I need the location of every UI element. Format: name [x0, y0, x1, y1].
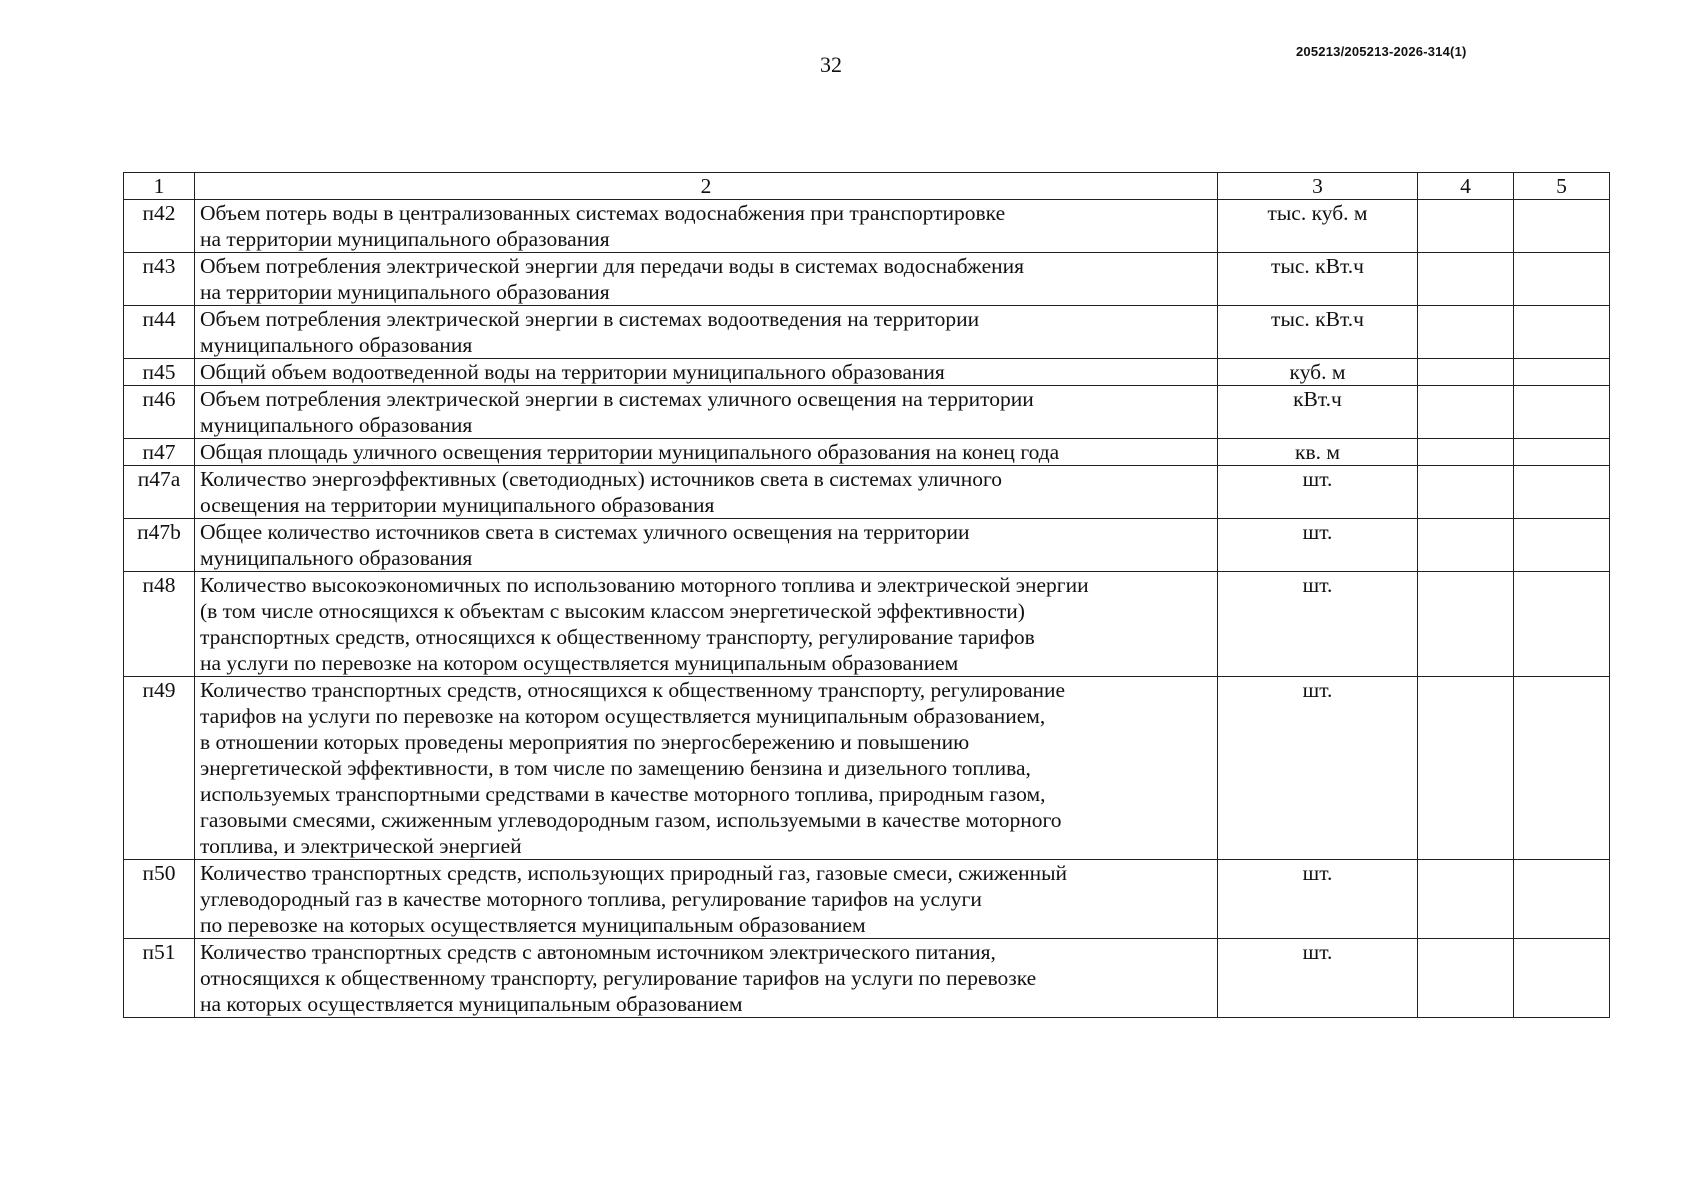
- description-line: Объем потребления электрической энергии в системах уличного освещения на территории: [200, 387, 1034, 411]
- indicator-description: [195, 860, 1218, 939]
- value-col-4: [1418, 439, 1514, 466]
- indicator-code: п48: [124, 572, 195, 677]
- value-col-5: [1514, 677, 1610, 860]
- table-row: [124, 677, 1610, 860]
- indicator-unit: кВт.ч: [1218, 386, 1418, 439]
- value-col-5: [1514, 359, 1610, 386]
- value-col-5: [1514, 572, 1610, 677]
- description-line: относящихся к общественному транспорту, регулирование тарифов на услуги по перевозке: [200, 966, 1037, 990]
- indicator-description: [195, 386, 1218, 439]
- value-col-4: [1418, 359, 1514, 386]
- indicator-code: п47a: [124, 466, 195, 519]
- description-line: Общее количество источников света в системах уличного освещения на территории: [200, 520, 970, 544]
- description-line: используемых транспортными средствами в качестве моторного топлива, природным газом,: [200, 782, 1046, 806]
- description-line: углеводородный газ в качестве моторного топлива, регулирование тарифов на услуги: [200, 887, 982, 911]
- description-line: Объем потребления электрической энергии в системах водоотведения на территории: [200, 307, 980, 331]
- indicator-code: п42: [124, 200, 195, 253]
- table-row: [124, 860, 1610, 939]
- indicator-unit: тыс. кВт.ч: [1218, 253, 1418, 306]
- value-col-5: [1514, 306, 1610, 359]
- value-col-4: [1418, 386, 1514, 439]
- description-line: на территории муниципального образования: [200, 227, 610, 251]
- table-row: [124, 439, 1610, 466]
- value-col-5: [1514, 939, 1610, 1018]
- description-line: энергетической эффективности, в том числе по замещению бензина и дизельного топлива,: [200, 756, 1031, 780]
- description-line: на услуги по перевозке на котором осуществляется муниципальным образованием: [200, 651, 959, 675]
- indicators-table: [123, 172, 1610, 1018]
- indicator-description: [195, 519, 1218, 572]
- indicator-code: п50: [124, 860, 195, 939]
- table-row: [124, 572, 1610, 677]
- indicator-code: п47: [124, 439, 195, 466]
- value-col-4: [1418, 677, 1514, 860]
- page-number: 32: [820, 52, 842, 77]
- indicator-description: [195, 439, 1218, 466]
- indicator-unit: шт.: [1218, 677, 1418, 860]
- value-col-4: [1418, 572, 1514, 677]
- indicator-unit: шт.: [1218, 939, 1418, 1018]
- indicator-description: [195, 359, 1218, 386]
- document-id: 205213/205213-2026-314(1): [1296, 44, 1467, 59]
- description-line: газовыми смесями, сжиженным углеводородным газом, используемыми в качестве моторного: [200, 808, 1062, 832]
- indicator-description: [195, 200, 1218, 253]
- table-row: [124, 200, 1610, 253]
- header-col-4: 4: [1418, 173, 1514, 200]
- description-line: Объем потерь воды в централизованных системах водоснабжения при транспортировке: [200, 201, 1006, 225]
- value-col-4: [1418, 939, 1514, 1018]
- description-line: тарифов на услуги по перевозке на котором осуществляется муниципальным образованием,: [200, 704, 1046, 728]
- indicator-description: [195, 466, 1218, 519]
- table-row: [124, 253, 1610, 306]
- indicator-code: п45: [124, 359, 195, 386]
- value-col-4: [1418, 306, 1514, 359]
- table-body: [124, 200, 1610, 1018]
- indicator-unit: шт.: [1218, 860, 1418, 939]
- description-line: на территории муниципального образования: [200, 280, 610, 304]
- table-header-row: [124, 173, 1610, 200]
- indicator-description: [195, 572, 1218, 677]
- indicator-description: [195, 306, 1218, 359]
- indicator-unit: кв. м: [1218, 439, 1418, 466]
- indicator-unit: шт.: [1218, 519, 1418, 572]
- indicator-description: [195, 677, 1218, 860]
- indicator-code: п47b: [124, 519, 195, 572]
- value-col-5: [1514, 860, 1610, 939]
- indicator-code: п43: [124, 253, 195, 306]
- value-col-5: [1514, 386, 1610, 439]
- value-col-5: [1514, 200, 1610, 253]
- value-col-5: [1514, 253, 1610, 306]
- description-line: транспортных средств, относящихся к общественному транспорту, регулирование тарифов: [200, 625, 1035, 649]
- table-row: [124, 939, 1610, 1018]
- header-col-2: 2: [195, 173, 1218, 200]
- description-line: муниципального образования: [200, 413, 473, 437]
- table-row: [124, 519, 1610, 572]
- indicator-code: п51: [124, 939, 195, 1018]
- description-line: по перевозке на которых осуществляется муниципальным образованием: [200, 913, 866, 937]
- description-line: Количество транспортных средств, использующих природный газ, газовые смеси, сжиженный: [200, 861, 1068, 885]
- value-col-4: [1418, 860, 1514, 939]
- table-row: [124, 386, 1610, 439]
- description-line: на которых осуществляется муниципальным образованием: [200, 992, 743, 1016]
- description-line: муниципального образования: [200, 333, 473, 357]
- description-line: Количество энергоэффективных (светодиодных) источников света в системах уличного: [200, 467, 1003, 491]
- description-line: освещения на территории муниципального образования: [200, 493, 715, 517]
- indicator-unit: куб. м: [1218, 359, 1418, 386]
- description-line: Общая площадь уличного освещения территории муниципального образования на конец года: [200, 440, 1060, 464]
- value-col-4: [1418, 466, 1514, 519]
- table-row: [124, 359, 1610, 386]
- description-line: топлива, и электрической энергией: [200, 834, 522, 858]
- description-line: муниципального образования: [200, 546, 473, 570]
- table-row: [124, 306, 1610, 359]
- value-col-4: [1418, 253, 1514, 306]
- indicator-unit: тыс. куб. м: [1218, 200, 1418, 253]
- indicator-code: п46: [124, 386, 195, 439]
- value-col-5: [1514, 519, 1610, 572]
- description-line: Общий объем водоотведенной воды на территории муниципального образования: [200, 360, 945, 384]
- indicator-description: [195, 939, 1218, 1018]
- indicator-unit: шт.: [1218, 572, 1418, 677]
- description-line: Объем потребления электрической энергии для передачи воды в системах водоснабжения: [200, 254, 1025, 278]
- header-col-3: 3: [1218, 173, 1418, 200]
- value-col-5: [1514, 466, 1610, 519]
- indicator-description: [195, 253, 1218, 306]
- header-col-5: 5: [1514, 173, 1610, 200]
- description-line: Количество транспортных средств с автономным источником электрического питания,: [200, 940, 996, 964]
- indicators-table-container: [123, 172, 1610, 1018]
- indicator-code: п49: [124, 677, 195, 860]
- header-col-1: 1: [124, 173, 195, 200]
- indicator-unit: тыс. кВт.ч: [1218, 306, 1418, 359]
- description-line: (в том числе относящихся к объектам с высоким классом энергетической эффективности): [200, 599, 1025, 623]
- value-col-4: [1418, 519, 1514, 572]
- indicator-unit: шт.: [1218, 466, 1418, 519]
- description-line: Количество транспортных средств, относящихся к общественному транспорту, регулирование: [200, 678, 1066, 702]
- table-row: [124, 466, 1610, 519]
- value-col-4: [1418, 200, 1514, 253]
- indicator-code: п44: [124, 306, 195, 359]
- value-col-5: [1514, 439, 1610, 466]
- description-line: Количество высокоэкономичных по использованию моторного топлива и электрической энергии: [200, 573, 1089, 597]
- description-line: в отношении которых проведены мероприятия по энергосбережению и повышению: [200, 730, 970, 754]
